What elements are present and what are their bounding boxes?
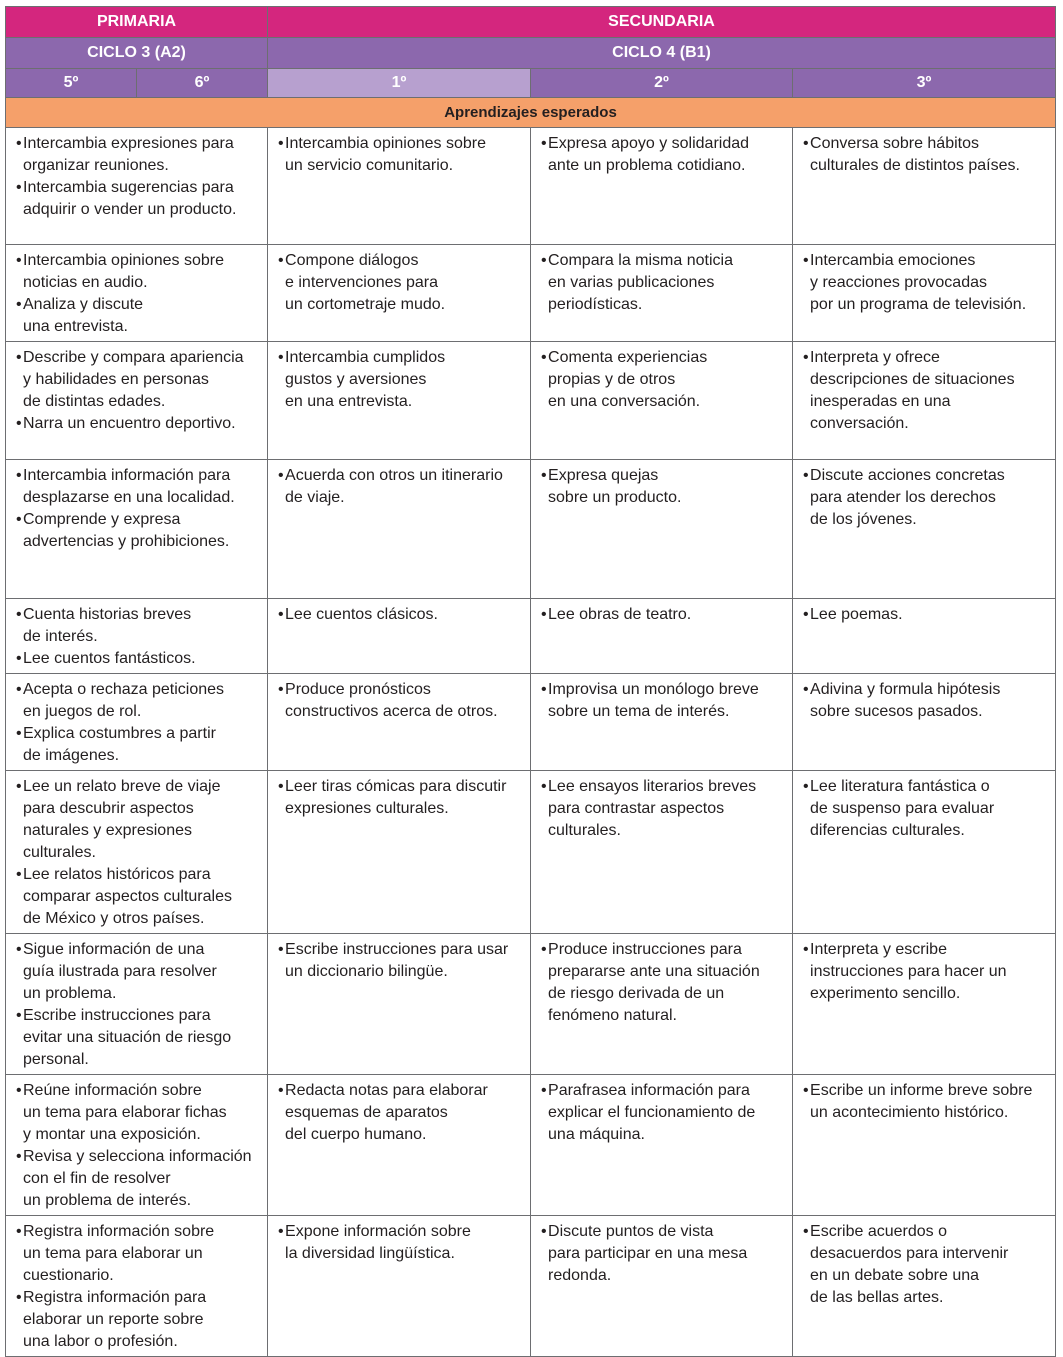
header-secundaria: SECUNDARIA [268, 7, 1056, 38]
cell-primaria [6, 1216, 268, 1357]
cell-secundaria-1 [268, 599, 531, 674]
cell-primaria [6, 674, 268, 771]
learning-item: • Parafrasea información para explicar el funcionamiento de una máquina. [541, 1080, 786, 1146]
header-ciclo-4: CICLO 4 (B1) [268, 38, 1056, 69]
cell-secundaria-2 [531, 599, 793, 674]
learning-item: • Leer tiras cómicas para discutir expresiones culturales. [278, 776, 524, 820]
table-row [6, 460, 1056, 599]
learning-item: • Improvisa un monólogo breve sobre un tema de interés. [541, 679, 786, 723]
learning-item: • Describe y compara apariencia y habilidades en personas de distintas edades. [16, 347, 261, 413]
learning-item: • Lee obras de teatro. [541, 604, 786, 626]
cell-secundaria-3 [793, 934, 1056, 1075]
learning-item: • Lee cuentos fantásticos. [16, 648, 261, 670]
learning-item: • Analiza y discute una entrevista. [16, 294, 261, 338]
cell-primaria [6, 245, 268, 342]
learning-item: • Adivina y formula hipótesis sobre sucesos pasados. [803, 679, 1049, 723]
cell-secundaria-3 [793, 1075, 1056, 1216]
cell-secundaria-3 [793, 674, 1056, 771]
learning-item: • Expresa apoyo y solidaridad ante un problema cotidiano. [541, 133, 786, 177]
learning-item: • Registra información sobre un tema para elaborar un cuestionario. [16, 1221, 261, 1287]
learning-item: • Intercambia emociones y reacciones provocadas por un programa de televisión. [803, 250, 1049, 316]
cell-secundaria-2 [531, 934, 793, 1075]
header-grade-1: 1º [268, 69, 531, 98]
learning-item: • Lee literatura fantástica o de suspenso para evaluar diferencias culturales. [803, 776, 1049, 842]
learning-item: • Lee relatos históricos para comparar aspectos culturales de México y otros países. [16, 864, 261, 930]
learning-item: • Lee poemas. [803, 604, 1049, 626]
table-row [6, 1075, 1056, 1216]
cell-secundaria-1 [268, 771, 531, 934]
table-row [6, 245, 1056, 342]
learning-item: • Intercambia expresiones para organizar reuniones. [16, 133, 261, 177]
cell-primaria [6, 934, 268, 1075]
learning-item: • Discute puntos de vista para participar en una mesa redonda. [541, 1221, 786, 1287]
cell-secundaria-2 [531, 1216, 793, 1357]
learning-item: • Explica costumbres a partir de imágenes. [16, 723, 261, 767]
cell-secundaria-2 [531, 1075, 793, 1216]
header-grade-3: 3º [793, 69, 1056, 98]
learning-item: • Acepta o rechaza peticiones en juegos de rol. [16, 679, 261, 723]
learning-item: • Intercambia opiniones sobre un servicio comunitario. [278, 133, 524, 177]
learning-table [5, 6, 1056, 1357]
header-grade-2: 2º [531, 69, 793, 98]
table-row [6, 934, 1056, 1075]
learning-item: • Sigue información de una guía ilustrada para resolver un problema. [16, 939, 261, 1005]
cell-secundaria-1 [268, 342, 531, 460]
table-row [6, 128, 1056, 245]
learning-item: • Produce instrucciones para prepararse ante una situación de riesgo derivada de un fenómeno natural. [541, 939, 786, 1027]
cell-secundaria-3 [793, 1216, 1056, 1357]
learning-item: • Compone diálogos e intervenciones para un cortometraje mudo. [278, 250, 524, 316]
learning-item: • Intercambia información para desplazarse en una localidad. [16, 465, 261, 509]
learning-item: • Intercambia opiniones sobre noticias en audio. [16, 250, 261, 294]
cell-primaria [6, 460, 268, 599]
cell-secundaria-3 [793, 460, 1056, 599]
table-row [6, 342, 1056, 460]
learning-item: • Intercambia cumplidos gustos y aversiones en una entrevista. [278, 347, 524, 413]
learning-item: • Cuenta historias breves de interés. [16, 604, 261, 648]
learning-item: • Produce pronósticos constructivos acerca de otros. [278, 679, 524, 723]
cell-secundaria-2 [531, 674, 793, 771]
cell-secundaria-1 [268, 1216, 531, 1357]
cell-secundaria-1 [268, 460, 531, 599]
learning-item: • Narra un encuentro deportivo. [16, 413, 261, 435]
cell-secundaria-3 [793, 599, 1056, 674]
cell-primaria [6, 771, 268, 934]
learning-item: • Interpreta y escribe instrucciones para hacer un experimento sencillo. [803, 939, 1049, 1005]
cell-secundaria-2 [531, 245, 793, 342]
learning-item: • Reúne información sobre un tema para elaborar fichas y montar una exposición. [16, 1080, 261, 1146]
table-row [6, 599, 1056, 674]
learning-item: • Intercambia sugerencias para adquirir o vender un producto. [16, 177, 261, 221]
cell-secundaria-1 [268, 245, 531, 342]
cell-primaria [6, 1075, 268, 1216]
cell-secundaria-1 [268, 934, 531, 1075]
header-grade-6: 6º [137, 69, 268, 98]
learning-item: • Registra información para elaborar un reporte sobre una labor o profesión. [16, 1287, 261, 1353]
learning-item: • Conversa sobre hábitos culturales de distintos países. [803, 133, 1049, 177]
learning-item: • Escribe acuerdos o desacuerdos para intervenir en un debate sobre una de las bellas artes. [803, 1221, 1049, 1309]
learning-item: • Discute acciones concretas para atender los derechos de los jóvenes. [803, 465, 1049, 531]
learning-item: • Escribe un informe breve sobre un acontecimiento histórico. [803, 1080, 1049, 1124]
learning-item: • Lee un relato breve de viaje para descubrir aspectos naturales y expresiones culturales. [16, 776, 261, 864]
learning-item: • Compara la misma noticia en varias publicaciones periodísticas. [541, 250, 786, 316]
learning-item: • Acuerda con otros un itinerario de viaje. [278, 465, 524, 509]
learning-item: • Revisa y selecciona información con el fin de resolver un problema de interés. [16, 1146, 261, 1212]
learning-item: • Comprende y expresa advertencias y prohibiciones. [16, 509, 261, 553]
cell-secundaria-3 [793, 128, 1056, 245]
cell-secundaria-3 [793, 245, 1056, 342]
cell-secundaria-2 [531, 460, 793, 599]
learning-item: • Lee cuentos clásicos. [278, 604, 524, 626]
learning-item: • Escribe instrucciones para usar un diccionario bilingüe. [278, 939, 524, 983]
learning-item: • Lee ensayos literarios breves para contrastar aspectos culturales. [541, 776, 786, 842]
header-primaria: PRIMARIA [6, 7, 268, 38]
cell-secundaria-1 [268, 128, 531, 245]
table-row [6, 771, 1056, 934]
cell-secundaria-2 [531, 342, 793, 460]
cell-primaria [6, 342, 268, 460]
learning-item: • Escribe instrucciones para evitar una situación de riesgo personal. [16, 1005, 261, 1071]
header-grade-5: 5º [6, 69, 137, 98]
table-row [6, 674, 1056, 771]
cell-secundaria-1 [268, 674, 531, 771]
table-row [6, 1216, 1056, 1357]
learning-item: • Redacta notas para elaborar esquemas de aparatos del cuerpo humano. [278, 1080, 524, 1146]
cell-secundaria-1 [268, 1075, 531, 1216]
cell-primaria [6, 128, 268, 245]
cell-secundaria-2 [531, 128, 793, 245]
learning-item: • Expresa quejas sobre un producto. [541, 465, 786, 509]
cell-secundaria-3 [793, 771, 1056, 934]
learning-item: • Interpreta y ofrece descripciones de situaciones inesperadas en una conversación. [803, 347, 1049, 435]
header-ciclo-3: CICLO 3 (A2) [6, 38, 268, 69]
learning-item: • Comenta experiencias propias y de otros en una conversación. [541, 347, 786, 413]
cell-secundaria-2 [531, 771, 793, 934]
learning-item: • Expone información sobre la diversidad lingüística. [278, 1221, 524, 1265]
cell-secundaria-3 [793, 342, 1056, 460]
cell-primaria [6, 599, 268, 674]
table-body [6, 128, 1056, 1357]
section-heading: Aprendizajes esperados [6, 98, 1056, 128]
